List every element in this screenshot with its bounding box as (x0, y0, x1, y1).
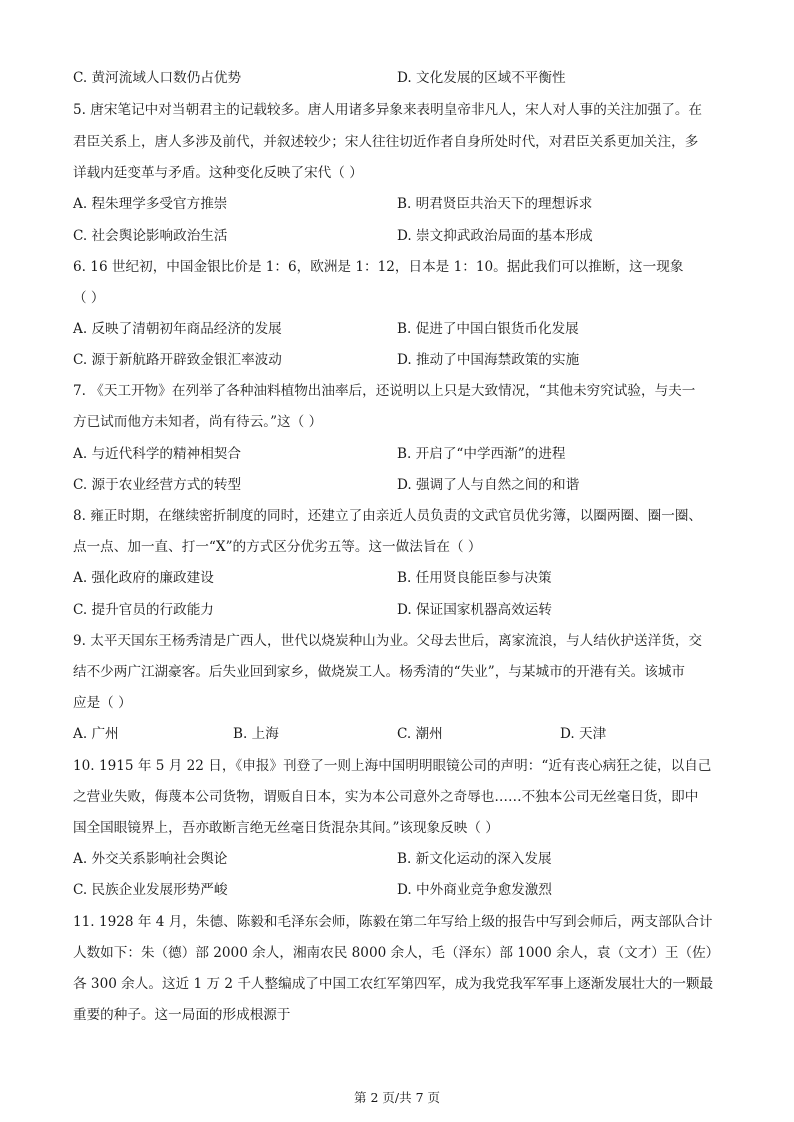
answer-option: A. 广州 (73, 726, 119, 742)
question-line: 方已试而他方未知者，尚有待云。”这（ ） (73, 414, 323, 430)
answer-option: C. 潮州 (397, 726, 443, 742)
answer-option: D. 推动了中国海禁政策的实施 (397, 352, 580, 368)
answer-option: A. 反映了清朝初年商品经济的发展 (73, 321, 282, 337)
question-line: 详载内廷变革与矛盾。这种变化反映了宋代（ ） (73, 165, 363, 181)
answer-option: C. 源于新航路开辟致金银汇率波动 (73, 352, 282, 368)
answer-option: B. 促进了中国白银货币化发展 (397, 321, 579, 337)
answer-option: D. 文化发展的区域不平衡性 (397, 70, 566, 86)
answer-option: A. 强化政府的廉政建设 (73, 570, 214, 586)
question-line: 点一点、加一直、打一“X”的方式区分优劣五等。这一做法旨在（ ） (73, 539, 482, 555)
answer-option: B. 开启了“中学西渐”的进程 (397, 446, 566, 462)
question-line: 11. 1928 年 4 月，朱德、陈毅和毛泽东会师，陈毅在第二年写给上级的报告中写到会师后，两支部队合计 (73, 914, 713, 930)
question-line: 重要的种子。这一局面的形成根源于 (73, 1007, 291, 1023)
page-number: 第 2 页/共 7 页 (353, 1090, 440, 1105)
answer-option: B. 明君贤臣共治天下的理想诉求 (397, 196, 593, 212)
answer-option: B. 新文化运动的深入发展 (397, 851, 552, 867)
question-line: 7. 《天工开物》在列举了各种油料植物出油率后，还说明以上只是大致情况，“其他未穷究试验，与夫一 (73, 383, 696, 399)
answer-option: C. 社会舆论影响政治生活 (73, 228, 228, 244)
question-line: 应是（ ） (73, 695, 132, 711)
question-line: （ ） (73, 290, 105, 306)
answer-option: A. 与近代科学的精神相契合 (73, 446, 241, 462)
question-line: 6. 16 世纪初，中国金银比价是 1：6，欧洲是 1：12，日本是 1：10。据此我们可以推断，这一现象 (73, 259, 684, 275)
answer-option: C. 民族企业发展形势严峻 (73, 882, 228, 898)
question-line: 8. 雍正时期，在继续密折制度的同时，还建立了由亲近人员负责的文武官员优劣簿，以圈两圈、圈一圈、 (73, 508, 703, 524)
question-line: 人数如下：朱（德）部 2000 余人，湘南农民 8000 余人，毛（泽东）部 1000 余人，袁（文才）王（佐） (73, 945, 720, 961)
answer-option: D. 中外商业竞争愈发激烈 (397, 882, 552, 898)
question-line: 5. 唐宋笔记中对当朝君主的记载较多。唐人用诸多异象来表明皇帝非凡人，宋人对人事的关注加强了。在 (73, 102, 703, 118)
answer-option: C. 提升官员的行政能力 (73, 602, 214, 618)
answer-option: D. 强调了人与自然之间的和谐 (397, 477, 580, 493)
answer-option: D. 保证国家机器高效运转 (397, 602, 552, 618)
answer-option: D. 崇文抑武政治局面的基本形成 (397, 228, 593, 244)
answer-option: C. 黄河流域人口数仍占优势 (73, 70, 242, 86)
answer-option: C. 源于农业经营方式的转型 (73, 477, 242, 493)
question-line: 9. 太平天国东王杨秀清是广西人，世代以烧炭种山为业。父母去世后，离家流浪，与人结伙护送洋货，交 (73, 633, 703, 649)
question-line: 国全国眼镜界上，吾亦敢断言绝无丝毫日货混杂其间。”该现象反映（ ） (73, 820, 499, 836)
question-line: 各 300 余人。这近 1 万 2 千人整编成了中国工农红军第四军，成为我党我军军事上逐渐发展壮大的一颗最 (73, 976, 714, 992)
answer-option: A. 外交关系影响社会舆论 (73, 851, 228, 867)
answer-option: A. 程朱理学多受官方推崇 (73, 196, 228, 212)
answer-option: B. 任用贤良能臣参与决策 (397, 570, 552, 586)
question-line: 10. 1915 年 5 月 22 日，《申报》刊登了一则上海中国明明眼镜公司的声明：“近有丧心病狂之徒，以自己 (73, 758, 712, 774)
answer-option: B. 上海 (233, 726, 279, 742)
question-line: 结不少两广江湖豪客。后失业回到家乡，做烧炭工人。杨秀清的“失业”，与某城市的开港有关。该城市 (73, 664, 686, 680)
question-line: 之营业失败，侮蔑本公司货物，谓贩自日本，实为本公司意外之奇辱也……不独本公司无丝毫日货，即中 (73, 789, 699, 805)
answer-option: D. 天津 (560, 726, 607, 742)
question-line: 君臣关系上，唐人多涉及前代，并叙述较少；宋人往往切近作者自身所处时代，对君臣关系更加关注，多 (73, 134, 699, 150)
